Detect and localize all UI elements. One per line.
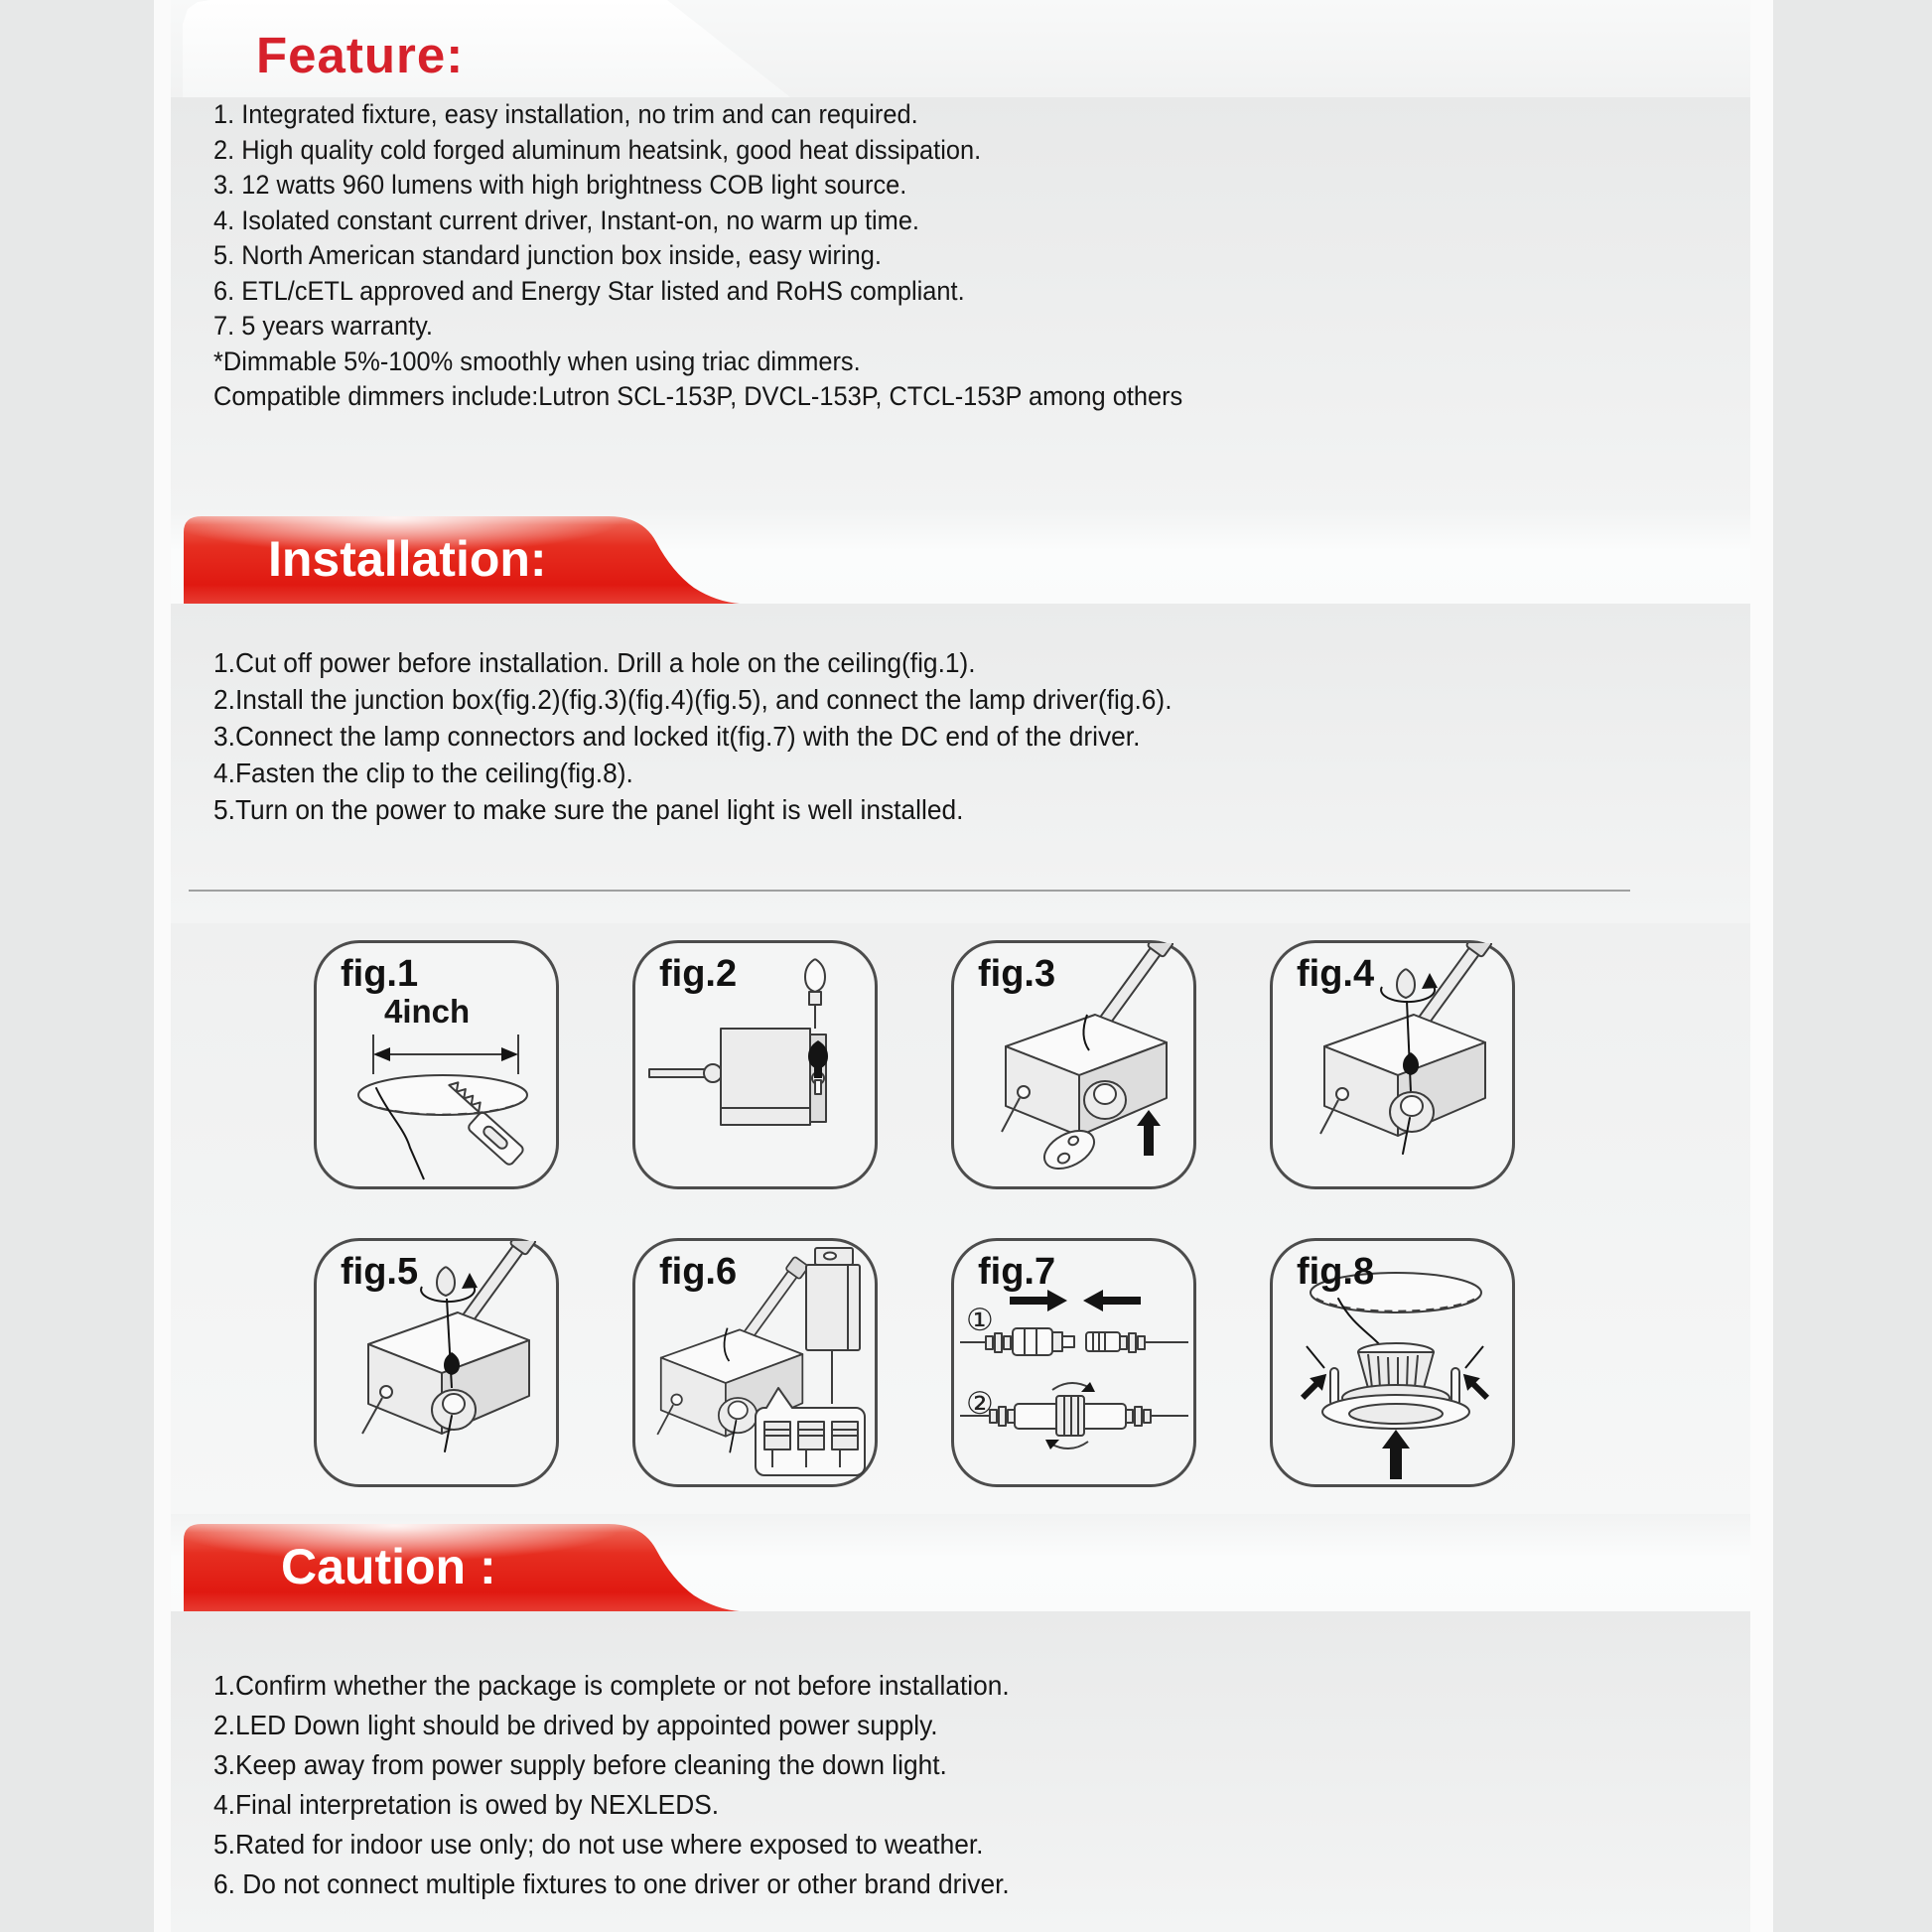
installation-title: Installation:: [268, 531, 547, 587]
figure-label: fig.1: [341, 953, 419, 995]
feature-item: 4. Isolated constant current driver, Instant-on, no warm up time.: [213, 206, 919, 235]
feature-item: 6. ETL/cETL approved and Energy Star listed and RoHS compliant.: [213, 276, 965, 306]
feature-item: *Dimmable 5%-100% smoothly when using triac dimmers.: [213, 346, 861, 376]
caution-item: 1.Confirm whether the package is complete or not before installation.: [213, 1670, 1010, 1701]
fig7-step2-number: ②: [966, 1386, 994, 1421]
caution-item: 6. Do not connect multiple fixtures to one driver or other brand driver.: [213, 1868, 1010, 1899]
installation-step: 2.Install the junction box(fig.2)(fig.3)(fig.4)(fig.5), and connect the lamp driver(fig.6).: [213, 684, 1173, 715]
figure-box-8: [1270, 1238, 1515, 1487]
caution-title: Caution :: [281, 1539, 496, 1594]
figure-label: fig.5: [341, 1251, 419, 1293]
feature-item: 3. 12 watts 960 lumens with high brightness COB light source.: [213, 170, 907, 200]
figure-label: fig.2: [659, 953, 738, 995]
caution-item: 3.Keep away from power supply before cleaning the down light.: [213, 1749, 947, 1780]
figure-label: fig.7: [978, 1251, 1056, 1293]
installation-step: 4.Fasten the clip to the ceiling(fig.8).: [213, 758, 633, 788]
figure-label: fig.3: [978, 953, 1056, 995]
figure-box-1: [314, 940, 559, 1189]
figure-box-7: [951, 1238, 1196, 1487]
caution-banner: [184, 1524, 751, 1611]
figure-label: fig.4: [1297, 953, 1375, 995]
left-edge-strip: [154, 0, 171, 1932]
caution-item: 5.Rated for indoor use only; do not use where exposed to weather.: [213, 1829, 984, 1860]
installation-step: 3.Connect the lamp connectors and locked it(fig.7) with the DC end of the driver.: [213, 721, 1141, 752]
feature-item: 2. High quality cold forged aluminum heatsink, good heat dissipation.: [213, 135, 982, 165]
figure-box-5: [314, 1238, 559, 1487]
feature-item: 1. Integrated fixture, easy installation, no trim and can required.: [213, 99, 918, 129]
figure-box-4: [1270, 940, 1515, 1189]
feature-item: 5. North American standard junction box inside, easy wiring.: [213, 240, 882, 270]
section-divider: [189, 890, 1630, 892]
fig1-dimension-annotation: 4inch: [384, 993, 471, 1030]
figure-label: fig.6: [659, 1251, 738, 1293]
caution-item: 2.LED Down light should be drived by appointed power supply.: [213, 1710, 938, 1740]
figure-label: fig.8: [1297, 1251, 1375, 1293]
caution-item: 4.Final interpretation is owed by NEXLEDS.: [213, 1789, 720, 1820]
figure-box-3: [951, 940, 1196, 1189]
installation-banner: [184, 516, 751, 604]
installation-step: 1.Cut off power before installation. Drill a hole on the ceiling(fig.1).: [213, 647, 976, 678]
figure-box-6: [632, 1238, 878, 1487]
installation-step: 5.Turn on the power to make sure the panel light is well installed.: [213, 794, 964, 825]
right-edge-strip: [1750, 0, 1773, 1932]
feature-item: Compatible dimmers include:Lutron SCL-153P, DVCL-153P, CTCL-153P among others: [213, 381, 1183, 411]
fig7-step1-number: ①: [966, 1303, 994, 1337]
feature-item: 7. 5 years warranty.: [213, 311, 433, 341]
figure-box-2: [632, 940, 878, 1189]
feature-title: Feature:: [256, 27, 465, 83]
